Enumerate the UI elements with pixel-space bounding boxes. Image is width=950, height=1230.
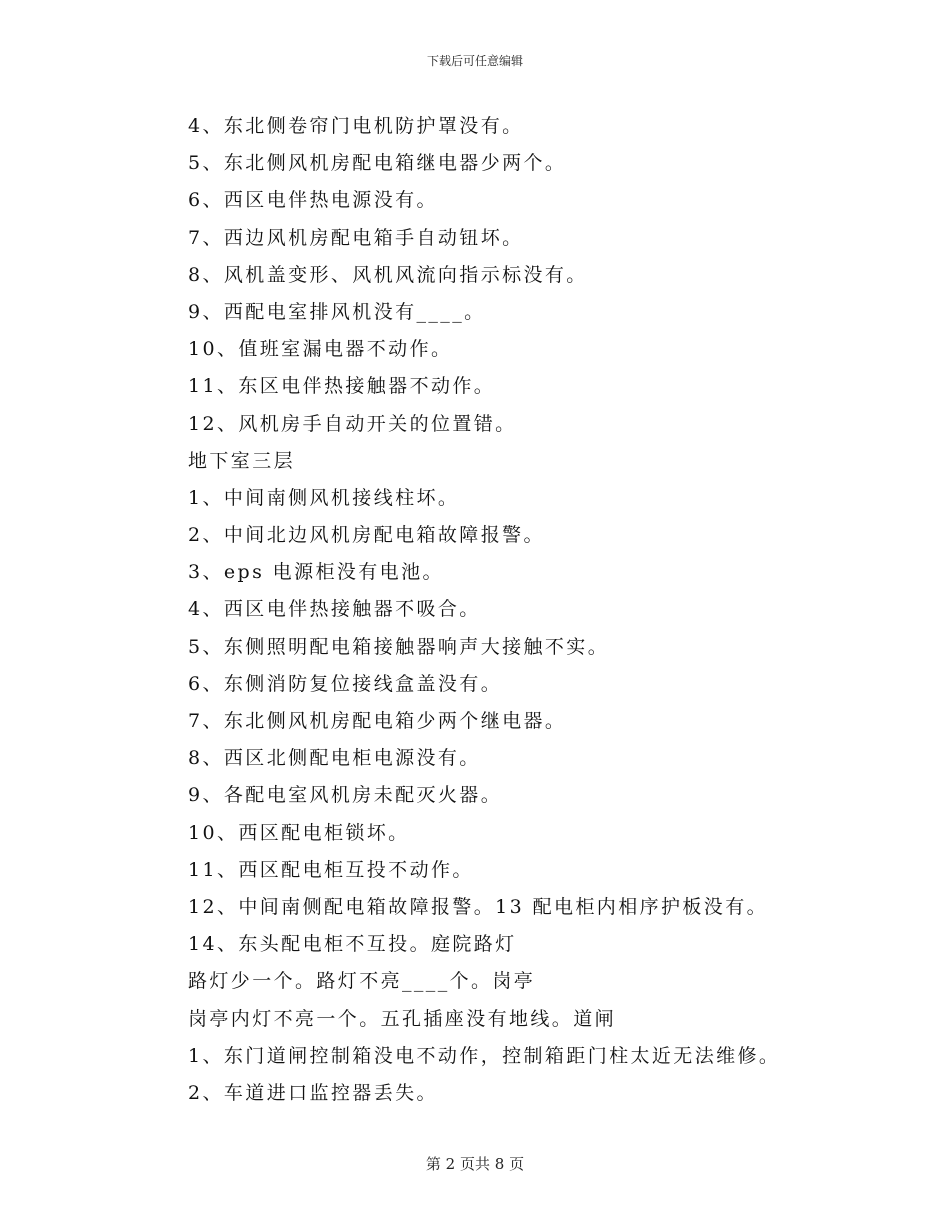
page-header: 下载后可任意编辑 bbox=[426, 54, 523, 68]
text-line: 9、各配电室风机房未配灭火器。 bbox=[188, 784, 503, 807]
text-line: 11、西区配电柜互投不动作。 bbox=[188, 858, 474, 881]
text-line: 路灯少一个。路灯不亮____个。岗亭 bbox=[188, 970, 536, 993]
text-line: 14、东头配电柜不互投。庭院路灯 bbox=[188, 933, 517, 956]
text-line: 1、东门道闸控制箱没电不动作，控制箱距门柱太近无法维修。 bbox=[188, 1044, 781, 1067]
text-line: 10、西区配电柜锁坏。 bbox=[188, 821, 410, 844]
text-line: 3、eps 电源柜没有电池。 bbox=[188, 561, 444, 584]
text-line: 9、西配电室排风机没有____。 bbox=[188, 300, 486, 323]
text-line: 5、东侧照明配电箱接触器响声大接触不实。 bbox=[188, 635, 610, 658]
text-line: 4、西区电伴热接触器不吸合。 bbox=[188, 598, 481, 621]
text-line: 岗亭内灯不亮一个。五孔插座没有地线。道闸 bbox=[188, 1007, 617, 1030]
text-line: 8、风机盖变形、风机风流向指示标没有。 bbox=[188, 263, 588, 286]
document-body bbox=[188, 108, 888, 1112]
text-line: 2、中间北边风机房配电箱故障报警。 bbox=[188, 524, 545, 547]
page-footer: 第 2 页共 8 页 bbox=[425, 1155, 525, 1173]
text-line: 6、西区电伴热电源没有。 bbox=[188, 189, 438, 212]
text-line: 10、值班室漏电器不动作。 bbox=[188, 338, 453, 361]
text-line: 4、东北侧卷帘门电机防护罩没有。 bbox=[188, 115, 524, 137]
text-line: 1、中间南侧风机接线柱坏。 bbox=[188, 486, 460, 509]
text-line: 12、风机房手自动开关的位置错。 bbox=[188, 412, 517, 435]
text-line: 7、东北侧风机房配电箱少两个继电器。 bbox=[188, 710, 567, 732]
text-line: 5、东北侧风机房配电箱继电器少两个。 bbox=[188, 152, 567, 175]
text-line: 12、中间南侧配电箱故障报警。13 配电柜内相序护板没有。 bbox=[188, 895, 768, 918]
text-line: 7、西边风机房配电箱手自动钮坏。 bbox=[188, 226, 524, 249]
text-line: 2、车道进口监控器丢失。 bbox=[188, 1081, 438, 1104]
section-heading: 地下室三层 bbox=[188, 449, 296, 472]
text-line: 8、西区北侧配电柜电源没有。 bbox=[188, 747, 481, 770]
text-line: 6、东侧消防复位接线盒盖没有。 bbox=[188, 672, 503, 695]
text-line: 11、东区电伴热接触器不动作。 bbox=[188, 375, 496, 398]
